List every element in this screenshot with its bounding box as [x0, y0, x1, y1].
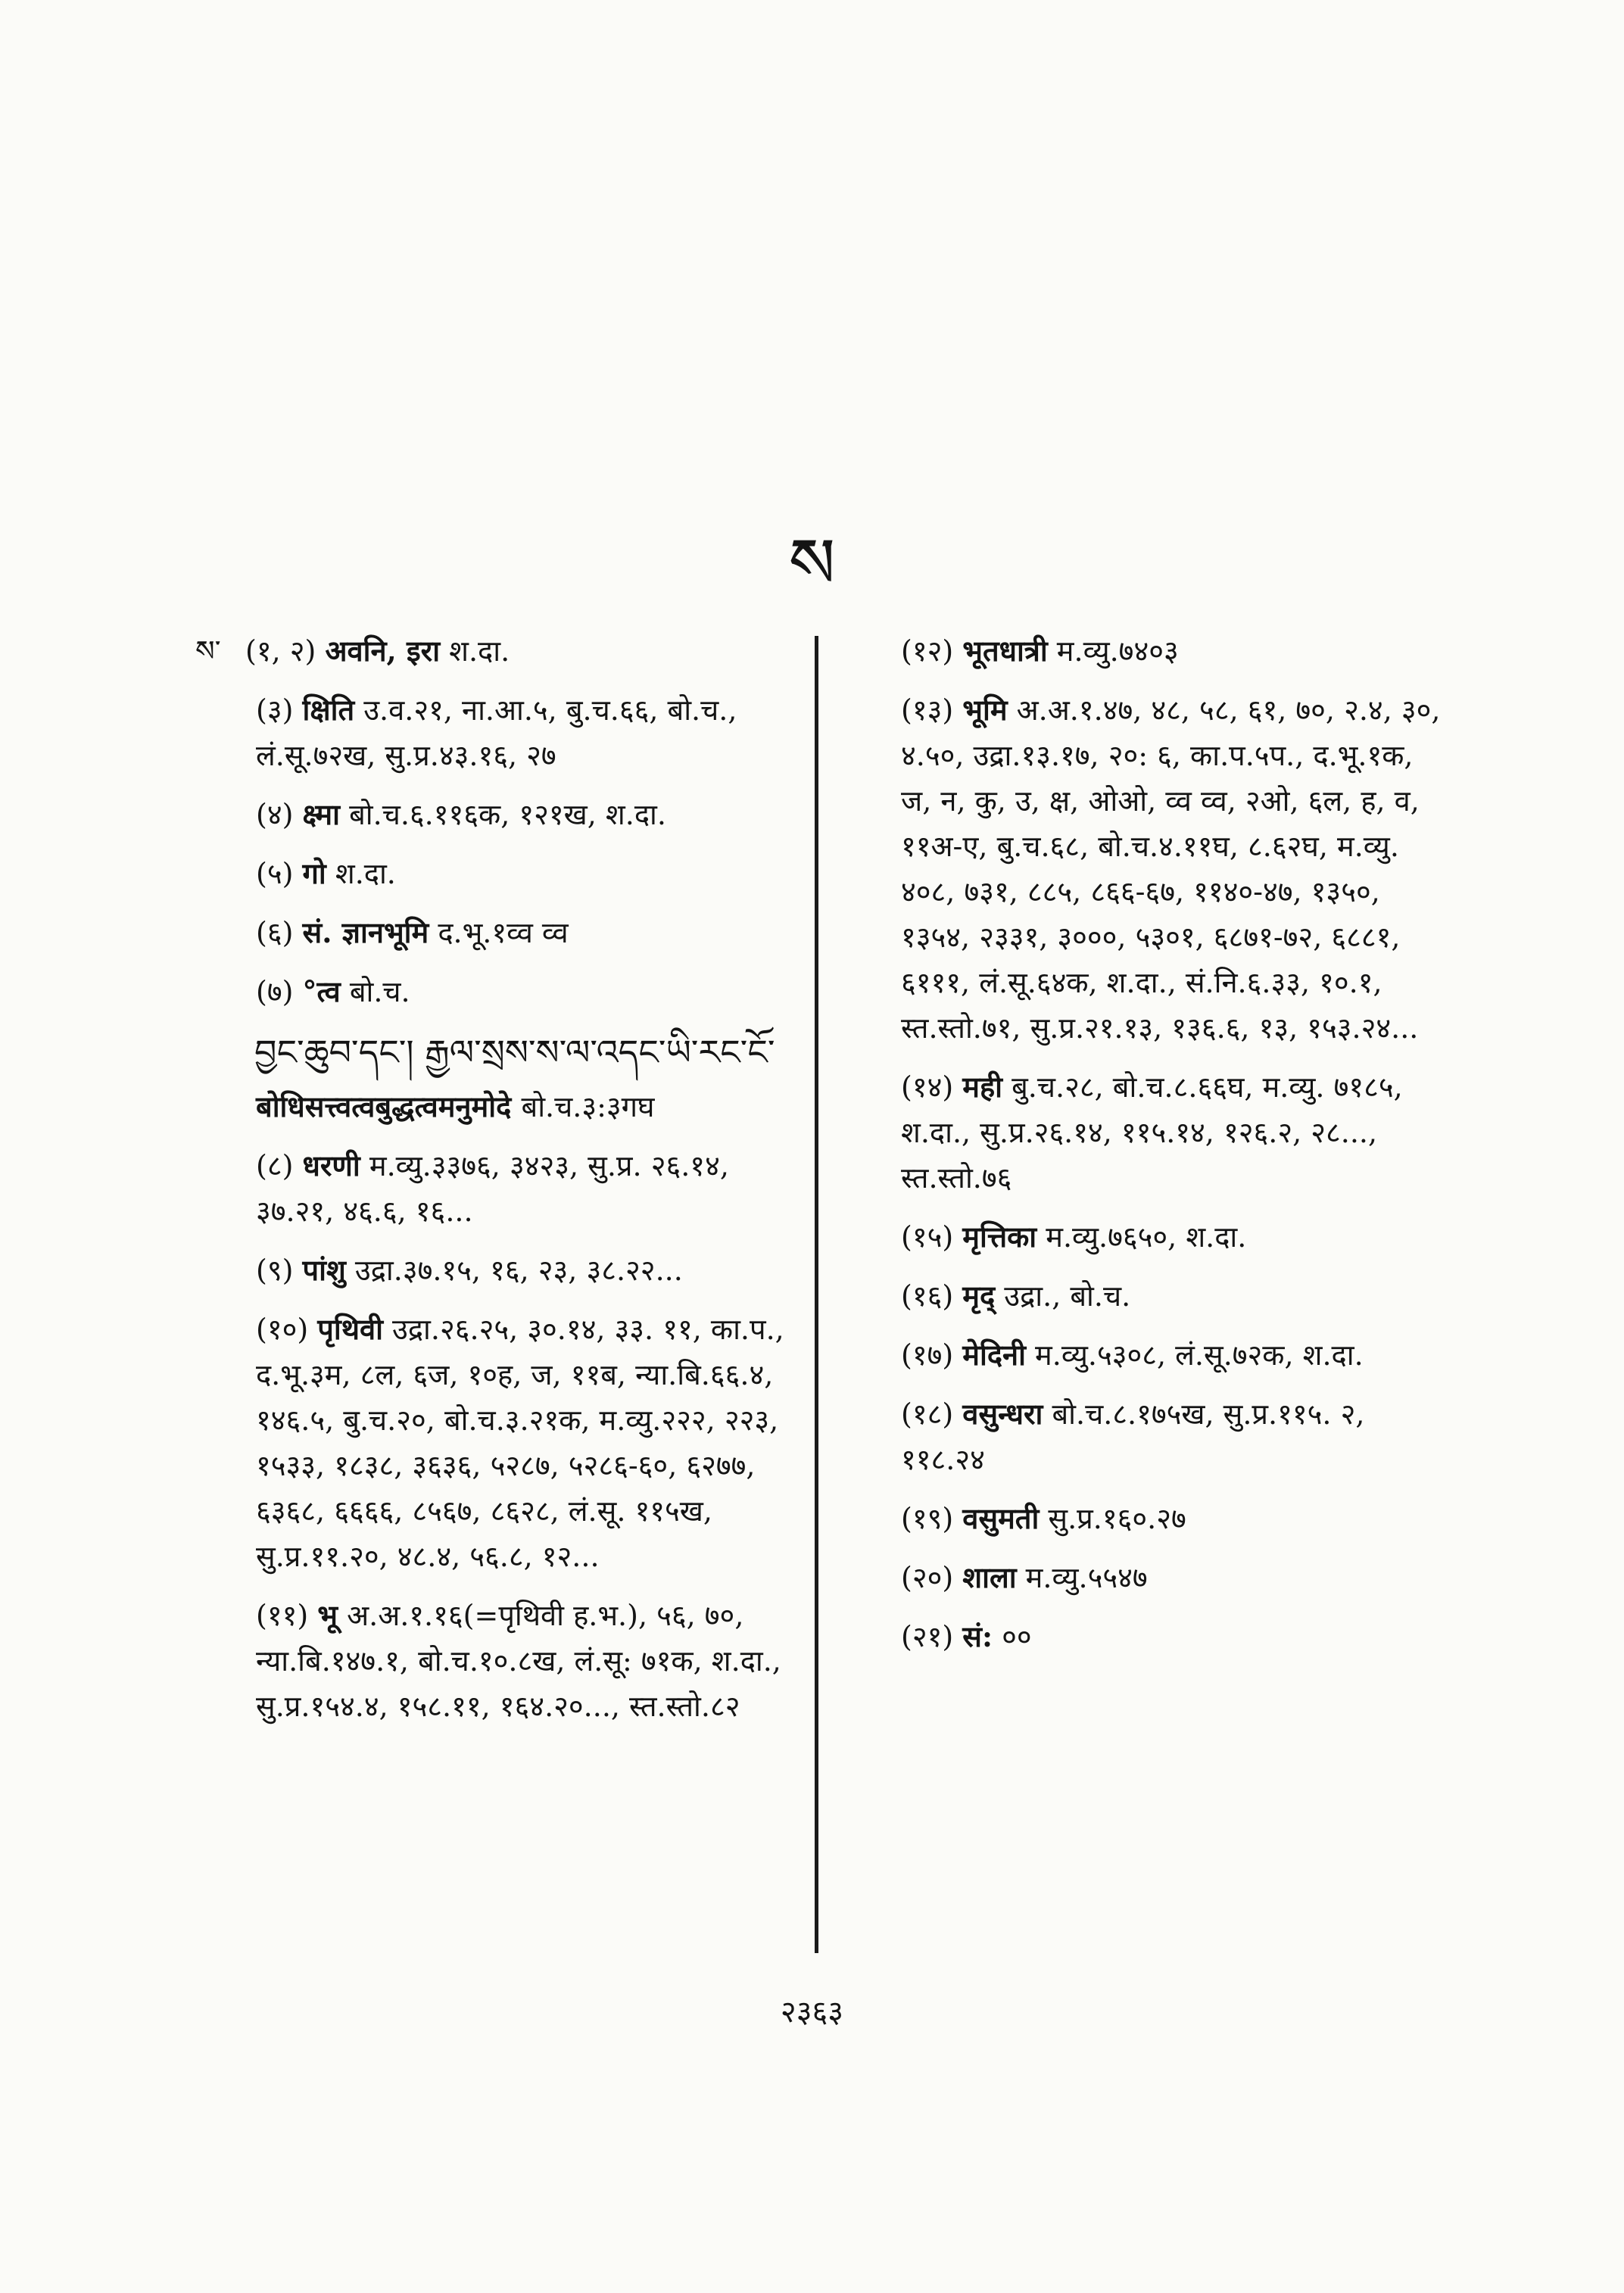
entry-20: [901, 1555, 1446, 1600]
entry-term: पृथिवी: [317, 1312, 383, 1346]
entry-term: °त्व: [302, 974, 341, 1008]
entry-14: [901, 1064, 1446, 1201]
entry-number: (१०): [256, 1313, 309, 1346]
entry-term: वसुन्धरा: [962, 1397, 1043, 1431]
entry-refs: उद्रा.२६.२५, ३०.१४, ३३. ११, का.प., द.भू.३म, ८ल, ६ज, १०ह, ज, ११ब, न्या.बि.६६.४, १४६.५, बु.च.२०, बो.च.३.२१क, म.व्यु.२२२, २२३, १५३३, १८३८, ३६३६, ५२८७, ५२८६-६०, ६२७७, ६३६८, ६६६६, ८५६७, ८६२८, लं.सू. ११५ख, सु.प्र.११.२०, ४८.४, ५६.८, १२...: [256, 1313, 784, 1573]
entry-refs: बु.च.२८, बो.च.८.६६घ, म.व्यु. ७१८५, श.दा., सु.प्र.२६.१४, ११५.१४, १२६.२, २८..., स्त.स्तो.७६: [901, 1070, 1403, 1195]
entry-number: (८): [256, 1149, 294, 1182]
entry-term: क्ष्मा: [302, 797, 340, 831]
entry-refs: अ.अ.१.१६(=पृथिवी ह.भ.), ५६, ७०, न्या.बि.१४७.१, बो.च.१०.८ख, लं.सू: ७१क, श.दा., सु.प्र.१५४.४, १५८.११, १६४.२०..., स्त.स्तो.८२: [256, 1599, 781, 1723]
entry-6: [256, 910, 795, 955]
entry-refs: म.व्यु.५३०८, लं.सू.७२क, श.दा.: [1035, 1338, 1364, 1372]
entry-15: [901, 1214, 1446, 1260]
entry-refs: सु.प्र.१६०.२७: [1048, 1502, 1186, 1535]
entry-number: (२१): [901, 1620, 954, 1653]
entry-5: [256, 851, 795, 896]
entry-refs: म.व्यु.३३७६, ३४२३, सु.प्र. २६.१४, ३७.२१, ४६.६, १६...: [256, 1149, 729, 1228]
entry-refs: द.भू.१व्व व्व: [438, 916, 569, 949]
entry-number: (११): [256, 1599, 309, 1632]
entry-number: (१९): [901, 1502, 954, 1535]
entry-refs: ००: [1002, 1620, 1032, 1653]
headword-mark: ས་: [195, 634, 221, 668]
entry-refs: म.व्यु.७४०३: [1056, 634, 1179, 668]
entry-12: [901, 628, 1446, 674]
page-heading: ས: [788, 523, 836, 604]
entry-term: भूतधात्री: [962, 634, 1048, 668]
entry-term: वसुमती: [962, 1501, 1040, 1535]
entry-number: (१८): [901, 1397, 954, 1431]
entry-19: [901, 1496, 1446, 1541]
entry-term: शाला: [962, 1560, 1017, 1594]
entry-1-2: [195, 628, 795, 674]
entry-term: अवनि, इरा: [325, 634, 441, 668]
entry-term: सं:: [962, 1619, 993, 1653]
entry-number: (१, २): [245, 634, 316, 668]
entry-11: [256, 1593, 795, 1729]
entry-refs: उद्रा.३७.१५, १६, २३, ३८.२२...: [354, 1254, 683, 1287]
entry-number: (६): [256, 916, 294, 949]
entry-number: (१७): [901, 1338, 954, 1372]
entry-term: मृद्: [962, 1279, 996, 1313]
entry-refs: म.व्यु.७६५०, श.दा.: [1046, 1220, 1247, 1254]
entry-term: मेदिनी: [962, 1338, 1026, 1372]
entry-term: क्षिति: [302, 693, 355, 727]
entry-refs: म.व्यु.५५४७: [1025, 1561, 1148, 1594]
entry-10: [256, 1307, 795, 1579]
entry-8: [256, 1143, 795, 1234]
entry-number: (७): [256, 975, 294, 1008]
entry-refs: बो.च.६.११६क, १२१ख, श.दा.: [349, 798, 666, 831]
column-divider: [815, 636, 818, 1953]
entry-term: धरणी: [302, 1148, 360, 1182]
entry-7: [256, 969, 795, 1014]
entry-4: [256, 792, 795, 837]
entry-3: [256, 687, 795, 778]
entry-term: भू: [317, 1598, 338, 1632]
entry-term: सं. ज्ञानभूमि: [302, 915, 429, 949]
left-column: [195, 628, 795, 1743]
page-number: २३६३: [780, 1995, 844, 2030]
entry-refs: श.दा.: [449, 634, 510, 668]
entry-term: भूमि: [962, 693, 1008, 727]
entry-number: (३): [256, 693, 294, 727]
entry-refs: उ.व.२१, ना.आ.५, बु.च.६६, बो.च., लं.सू.७२ख, सु.प्र.४३.१६, २७: [256, 693, 737, 772]
entry-17: [901, 1332, 1446, 1378]
entry-number: (४): [256, 798, 294, 831]
entry-number: (९): [256, 1254, 294, 1287]
entry-13: [901, 687, 1446, 1051]
entry-18: [901, 1391, 1446, 1482]
entry-number: (१५): [901, 1220, 954, 1254]
entry-16: [901, 1273, 1446, 1319]
entry-refs: बो.च.८.१७५ख, सु.प्र.११५. २, ११८.२४: [901, 1397, 1365, 1476]
entry-term: मही: [962, 1070, 1003, 1104]
sanskrit-text: बोधिसत्त्वत्वबुद्धत्वमनुमोदे: [256, 1089, 512, 1123]
entry-number: (१६): [901, 1279, 954, 1313]
right-column: [901, 628, 1446, 1673]
entry-refs: श.दा.: [335, 857, 396, 890]
tibetan-phrase: བྱང་ཆུབ་དང་། རྒྱལ་སྲས་ས་ལ་འདང་ཡི་རང་ངོ་: [254, 1032, 775, 1073]
entry-refs: बो.च.३:३गघ: [521, 1090, 655, 1123]
entry-number: (५): [256, 857, 294, 890]
entry-term: गो: [302, 856, 326, 890]
entry-number: (१३): [901, 693, 954, 727]
entry-number: (१२): [901, 634, 954, 668]
entry-refs: बो.च.: [349, 975, 410, 1008]
entry-number: (२०): [901, 1561, 954, 1594]
entry-refs: उद्रा., बो.च.: [1004, 1279, 1131, 1313]
entry-number: (१४): [901, 1070, 954, 1104]
entry-21: [901, 1614, 1446, 1659]
sanskrit-phrase: [256, 1084, 795, 1129]
entry-9: [256, 1248, 795, 1293]
entry-term: पांशु: [302, 1253, 346, 1287]
entry-refs: अ.अ.१.४७, ४८, ५८, ६१, ७०, २.४, ३०, ४.५०, उद्रा.१३.१७, २०: ६, का.प.५प., द.भू.१क, ज, न, कु, उ, क्ष, ओओ, व्व व्व, २ओ, ६ल, ह, व, ११अ-ए, बु.च.६८, बो.च.४.११घ, ८.६२घ, म.व्यु. ४०८, ७३१, ८८५, ८६६-६७, ११४०-४७, १३५०, १३५४, २३३१, ३०००, ५३०१, ६८७१-७२, ६८८१, ६१११, लं.सू.६४क, श.दा., सं.नि.६.३३, १०.१, स्त.स्तो.७१, सु.प्र.२१.१३, १३६.६, १३, १५३.२४...: [901, 693, 1441, 1045]
entry-term: मृत्तिका: [962, 1220, 1037, 1254]
